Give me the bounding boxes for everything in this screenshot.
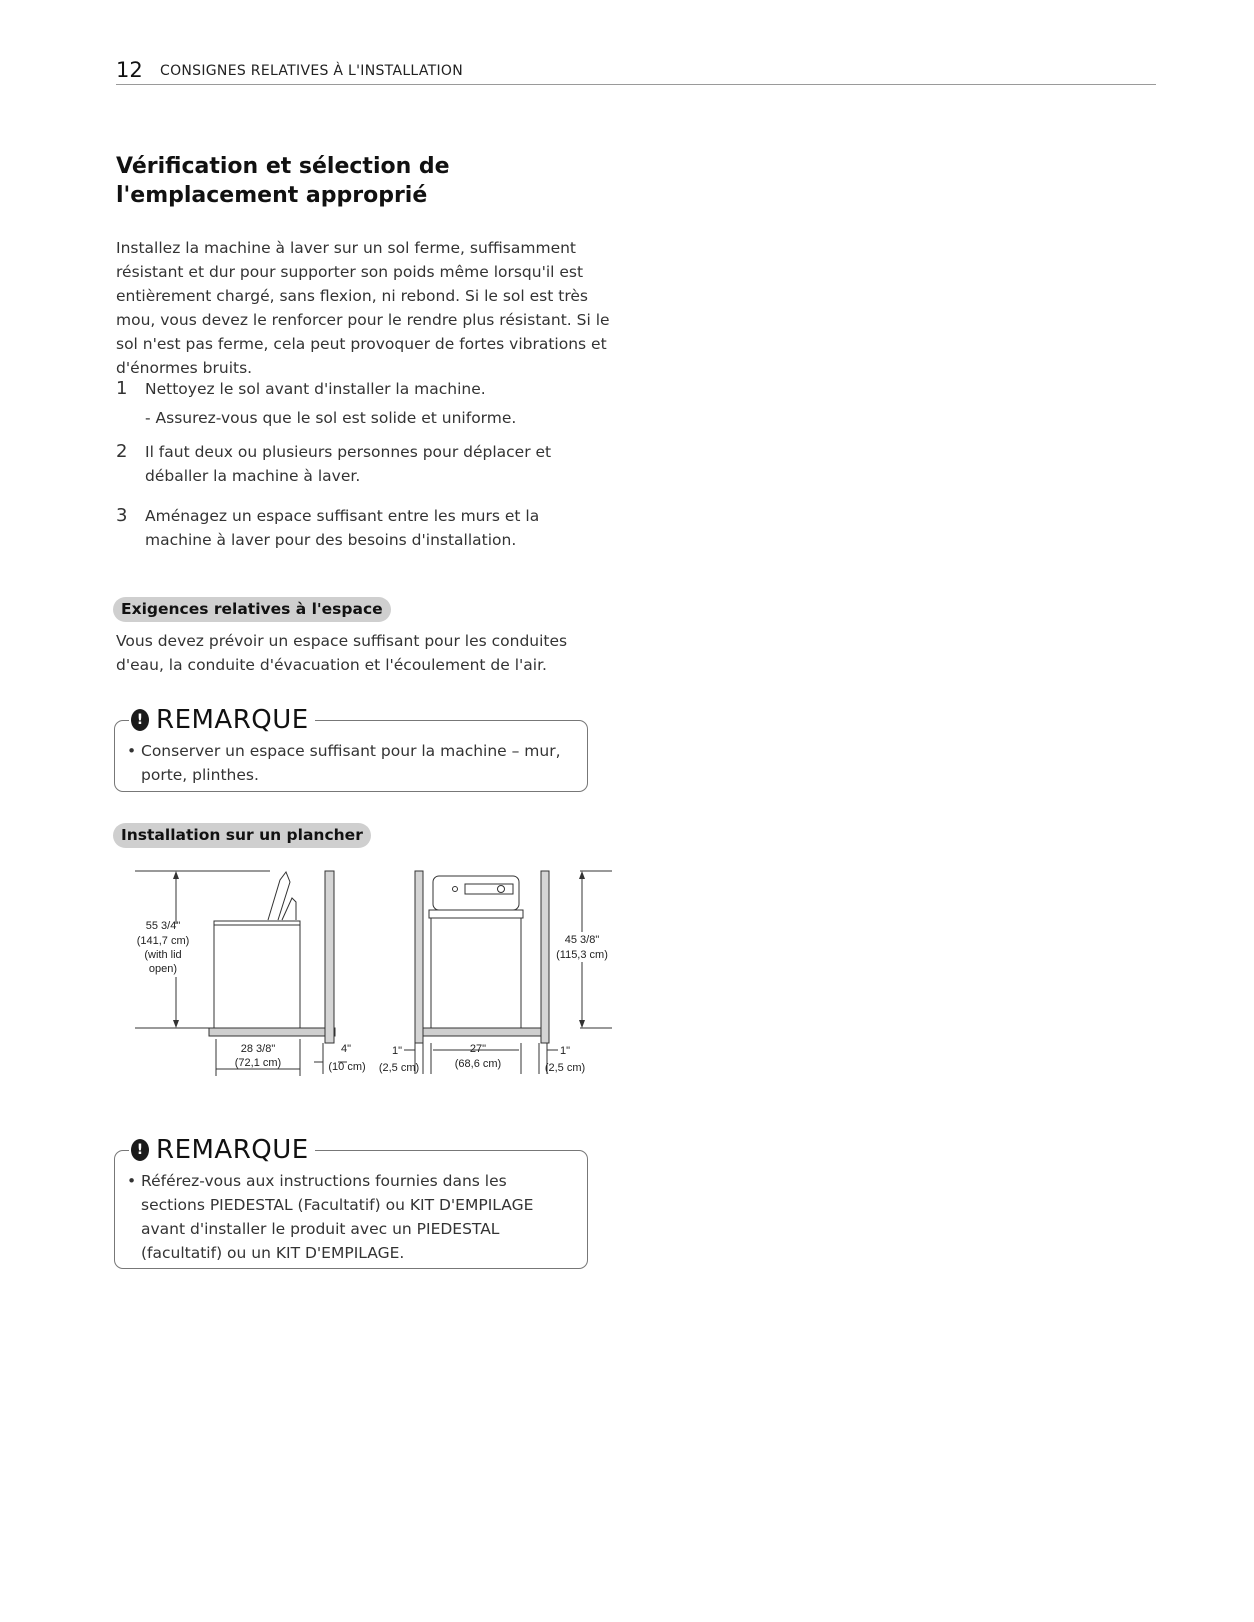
front-view bbox=[404, 871, 612, 1074]
page-number: 12 bbox=[116, 58, 143, 82]
page-header bbox=[116, 58, 1156, 85]
label-height: 45 3/8" bbox=[564, 934, 600, 946]
alert-icon: ! bbox=[131, 1139, 149, 1161]
arrow-down-icon bbox=[173, 1020, 179, 1028]
label-height-lid-open: open) bbox=[148, 963, 178, 975]
arrow-up-icon bbox=[173, 871, 179, 879]
step-text: Il faut deux ou plusieurs personnes pour déplacer et déballer la machine à laver. bbox=[145, 443, 552, 485]
note-label: REMARQUE bbox=[156, 1135, 309, 1165]
space-requirements-heading: Exigences relatives à l'espace bbox=[113, 597, 391, 622]
washer-clearance-diagram bbox=[110, 862, 614, 1084]
section-title: CONSIGNES RELATIVES À L'INSTALLATION bbox=[160, 63, 464, 79]
space-requirements-text: Vous devez prévoir un espace suffisant pour les conduites d'eau, la conduite d'évacuation et l'écoulement de l'air. bbox=[116, 632, 568, 674]
note-list bbox=[127, 1169, 567, 1265]
note-box bbox=[114, 1135, 588, 1269]
label-height: (115,3 cm) bbox=[556, 949, 608, 961]
note-header bbox=[129, 1134, 315, 1166]
floor-plate bbox=[423, 1028, 541, 1036]
step-number: 3 bbox=[116, 505, 128, 526]
note-item: • Référez-vous aux instructions fournies dans les sections PIEDESTAL (Facultatif) ou KIT D'EMPILAGE avant d'installer le produit avec un PIEDESTAL (facultatif) ou un KIT D'EMPILAGE. bbox=[127, 1169, 567, 1265]
label-side-gap-left: 1" bbox=[391, 1045, 403, 1057]
note-header bbox=[129, 704, 315, 736]
label-height-lid-open: (141,7 cm) bbox=[136, 935, 190, 947]
floor-plate bbox=[209, 1028, 335, 1036]
label-rear-gap: (10 cm) bbox=[328, 1061, 366, 1073]
label-width: (68,6 cm) bbox=[454, 1058, 502, 1070]
note-list bbox=[127, 739, 567, 787]
label-depth: 28 3/8" bbox=[240, 1043, 276, 1055]
step-text: Nettoyez le sol avant d'installer la machine. bbox=[145, 380, 486, 398]
right-wall bbox=[541, 871, 549, 1043]
step-number: 2 bbox=[116, 441, 128, 462]
floor-install-heading: Installation sur un plancher bbox=[113, 823, 371, 848]
step-number: 1 bbox=[116, 378, 128, 399]
label-side-gap-left: (2,5 cm) bbox=[378, 1062, 420, 1074]
label-side-gap-right: 1" bbox=[559, 1045, 571, 1057]
arrow-down-icon bbox=[579, 1020, 585, 1028]
washer-front-body bbox=[431, 918, 521, 1028]
arrow-up-icon bbox=[579, 871, 585, 879]
alert-icon: ! bbox=[131, 709, 149, 731]
step-text: Aménagez un espace suffisant entre les murs et la machine à laver pour des besoins d'installation. bbox=[145, 507, 540, 549]
note-item: • Conserver un espace suffisant pour la machine – mur, porte, plinthes. bbox=[127, 739, 567, 787]
washer-side-body bbox=[214, 921, 300, 1028]
label-height-lid-open: (with lid bbox=[144, 949, 182, 961]
page-title: Vérification et sélection de l'emplacement approprié bbox=[116, 154, 450, 208]
note-label: REMARQUE bbox=[156, 705, 309, 735]
note-box bbox=[114, 705, 588, 792]
intro-paragraph: Installez la machine à laver sur un sol ferme, suffisamment résistant et dur pour supporter son poids même lorsqu'il est entièrement chargé, sans flexion, ni rebond. Si le sol est très mou, vous devez le renforcer pour le rendre plus résistant. Si le sol n'est pas ferme, cela peut provoquer de fortes vibrations et d'énormes bruits. bbox=[116, 239, 610, 377]
label-rear-gap: 4" bbox=[340, 1043, 352, 1055]
label-depth: (72,1 cm) bbox=[234, 1057, 282, 1069]
left-wall bbox=[415, 871, 423, 1043]
step-1-subnote: - Assurez-vous que le sol est solide et uniforme. bbox=[145, 409, 517, 427]
rear-wall bbox=[325, 871, 334, 1043]
label-width: 27" bbox=[469, 1043, 487, 1055]
label-side-gap-right: (2,5 cm) bbox=[544, 1062, 586, 1074]
label-height-lid-open: 55 3/4" bbox=[145, 920, 181, 932]
display bbox=[465, 884, 513, 894]
